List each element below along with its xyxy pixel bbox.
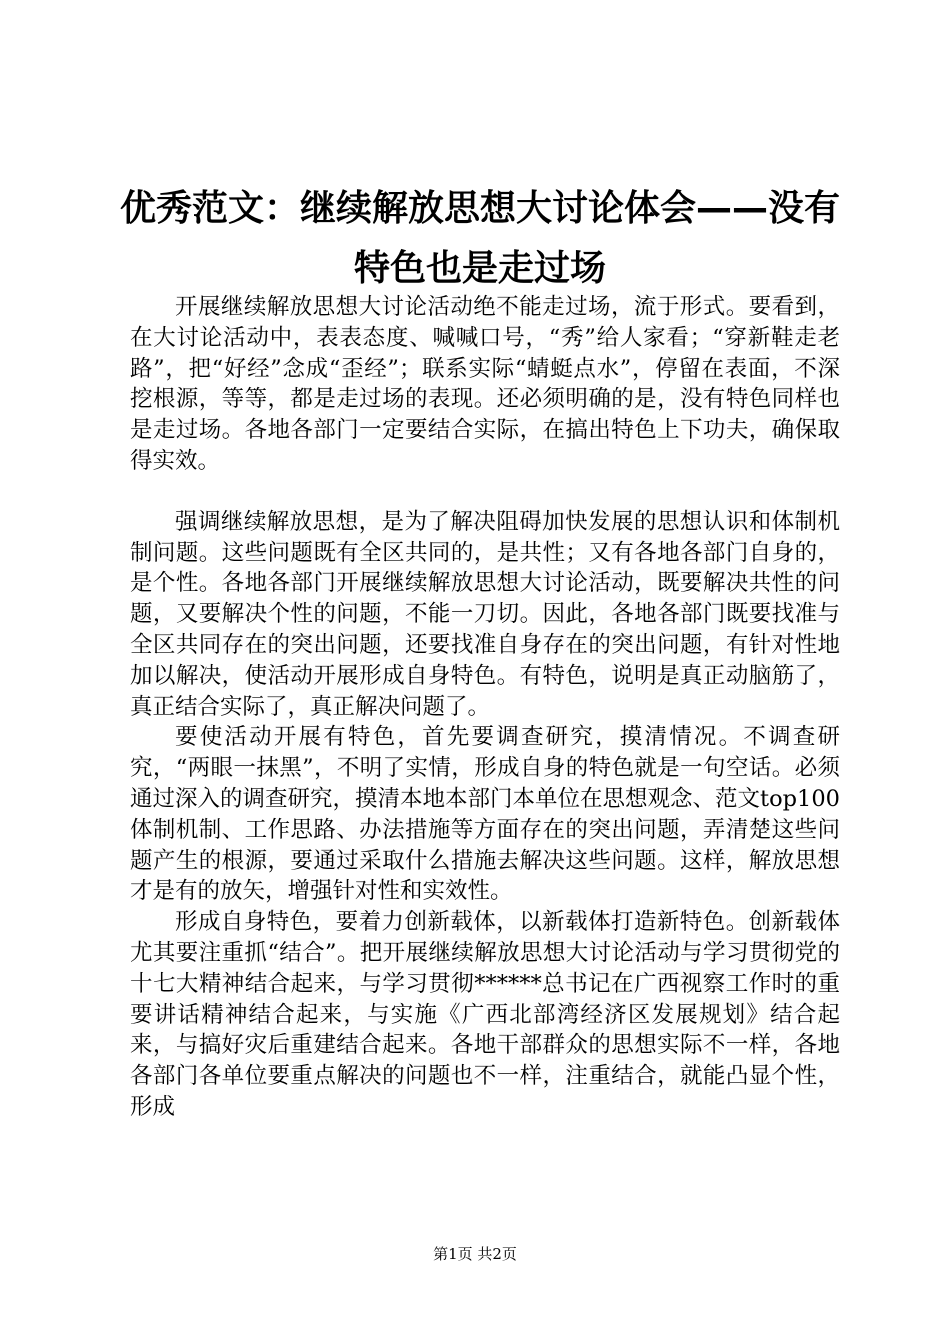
page-number-footer: 第1页 共2页	[433, 1245, 517, 1263]
document-title-line-1: 优秀范文：继续解放思想大讨论体会——没有	[120, 188, 841, 229]
paragraph: 形成自身特色，要着力创新载体，以新载体打造新特色。创新载体尤其要注重抓“结合”。把开展继续解放思想大讨论活动与学习贯彻党的十七大精神结合起来，与学习贯彻******总书记在广西视察工作时的重要讲话精神结合起来，与实施《广西北部湾经济区发展规划》结合起来，与搞好灾后重建结合起来。各地干部群众的思想实际不一样，各地各部门各单位要重点解决的问题也不一样，注重结合，就能凸显个性，形成	[130, 909, 840, 1120]
paragraph: 强调继续解放思想，是为了解决阻碍加快发展的思想认识和体制机制问题。这些问题既有全区共同的，是共性；又有各地各部门自身的，是个性。各地各部门开展继续解放思想大讨论活动，既要解决共性的问题，又要解决个性的问题，不能一刀切。因此，各地各部门既要找准与全区共同存在的突出问题，还要找准自身存在的突出问题，有针对性地加以解决，使活动开展形成自身特色。有特色，说明是真正动脑筋了，真正结合实际了，真正解决问题了。	[130, 508, 840, 720]
document-body	[130, 292, 840, 1123]
paragraph: 要使活动开展有特色，首先要调查研究，摸清情况。不调查研究，“两眼一抹黑”，不明了实情，形成自身的特色就是一句空话。必须通过深入的调查研究，摸清本地本部门本单位在思想观念、范文top100体制机制、工作思路、办法措施等方面存在的突出问题，弄清楚这些问题产生的根源，要通过采取什么措施去解决这些问题。这样，解放思想才是有的放矢，增强针对性和实效性。	[130, 724, 840, 905]
document-title-line-2: 特色也是走过场	[353, 248, 606, 289]
paragraph: 开展继续解放思想大讨论活动绝不能走过场，流于形式。要看到，在大讨论活动中，表表态度、喊喊口号，“秀”给人家看；“穿新鞋走老路”，把“好经”念成“歪经”；联系实际“蜻蜓点水”，停留在表面，不深挖根源，等等，都是走过场的表现。还必须明确的是，没有特色同样也是走过场。各地各部门一定要结合实际，在搞出特色上下功夫，确保取得实效。	[130, 294, 840, 474]
